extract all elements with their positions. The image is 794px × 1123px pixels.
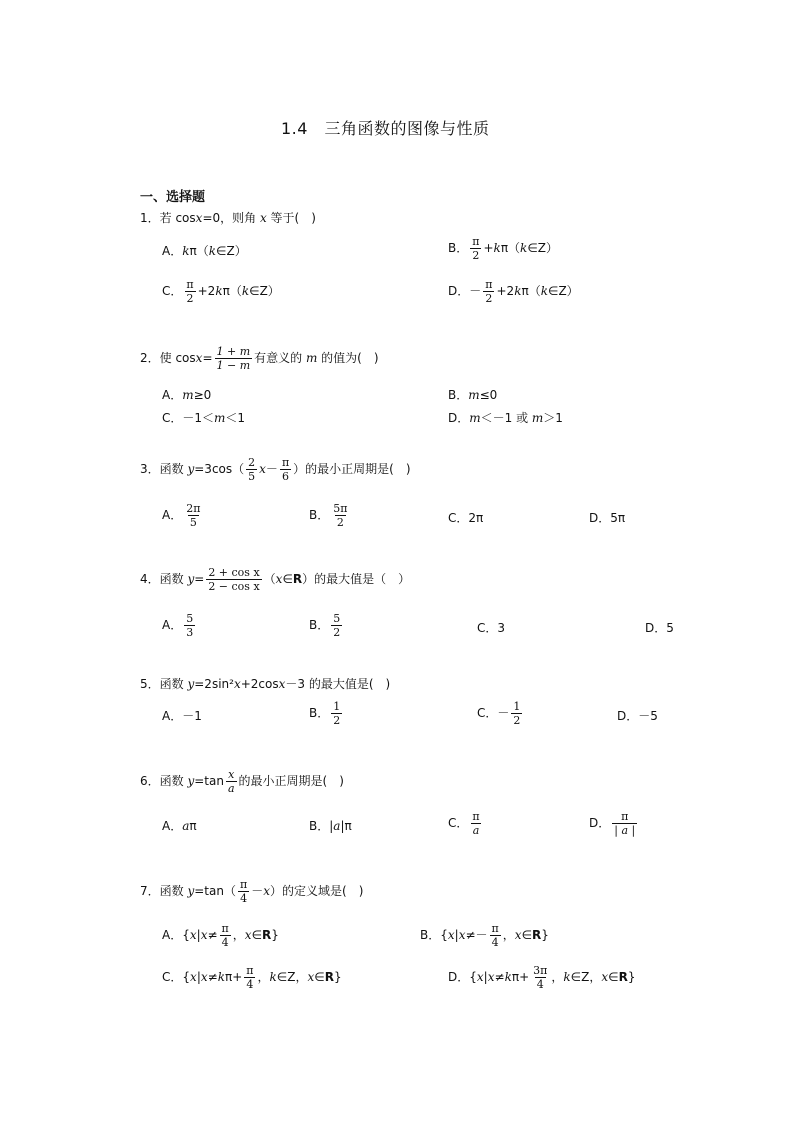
var-x: x [278, 677, 286, 691]
option-label: B． [309, 706, 330, 720]
option-text: ∈Z） [249, 284, 280, 298]
question-3-stem [140, 456, 411, 483]
question-number: 7． [140, 884, 160, 898]
stem-text: －3 的最大值是( ) [285, 677, 391, 691]
option-text: ∈Z） [527, 241, 559, 255]
option-text: ＞1 [543, 411, 563, 425]
stem-text: +2cos [240, 677, 279, 691]
fraction: $\frac{5}{2}$ [333, 612, 341, 639]
question-2-option-c[interactable] [162, 409, 245, 426]
stem-text: 函数 [159, 572, 188, 586]
fraction: $\frac{1}{2}$ [513, 700, 521, 727]
stem-text: － [251, 884, 264, 898]
var-k: k [241, 284, 250, 298]
option-label: D． [589, 816, 611, 830]
option-label: B． [309, 618, 330, 632]
stem-text: 等于( ) [266, 211, 316, 225]
stem-text: ）的最小正周期是( ) [293, 462, 411, 476]
question-7-option-b[interactable]: B．{x|x≠－ $\frac{\pi}{4}$ ，x∈R} [420, 922, 549, 949]
option-label: A． [162, 819, 183, 833]
option-label: A． [162, 618, 183, 632]
option-text: 5π [610, 511, 626, 525]
var-m: m [214, 411, 226, 425]
option-text: ≥0 [193, 388, 212, 402]
question-1-option-c[interactable] [162, 278, 280, 305]
option-label: D． [448, 284, 470, 298]
var-k: k [182, 244, 190, 258]
option-label: C． [162, 284, 183, 298]
var-k: k [520, 241, 528, 255]
fraction: $\frac{\text{2 + cos x}}{\text{2 − cos x}}$ [208, 566, 260, 593]
question-7-option-a[interactable]: A．{x|x≠ $\frac{\pi}{4}$ ，x∈R} [162, 922, 279, 949]
option-text: ≤0 [479, 388, 498, 402]
question-3-option-d[interactable] [589, 509, 625, 526]
option-text: π（ [521, 284, 541, 298]
option-label: C． [477, 621, 498, 635]
var-x: x [195, 211, 203, 225]
option-text: π（ [500, 241, 521, 255]
fraction: $\frac{5}{3}$ [186, 612, 194, 639]
option-label: A． [162, 709, 183, 723]
fraction: $\frac{\pi}{4}$ [239, 878, 248, 905]
question-7-option-d[interactable]: D．{x|x≠kπ+ $\frac{3\pi}{4}$ ，k∈Z，x∈R} [448, 964, 636, 991]
fraction: $\frac{\pi}{2}$ [186, 278, 194, 305]
question-number: 1． [140, 211, 160, 225]
section-heading: 一、选择题 [140, 190, 206, 205]
option-text: － [497, 706, 510, 720]
stem-text: 若 cos [159, 211, 196, 225]
var-y: y [187, 884, 195, 898]
option-text: － [469, 284, 482, 298]
question-5-option-c[interactable] [477, 700, 524, 727]
fraction: $\frac{1 + m}{1 - m}$ [216, 345, 251, 372]
stem-text: = [194, 572, 205, 586]
stem-text: =3cos（ [194, 462, 245, 476]
stem-text: ∈ [282, 572, 293, 586]
option-label: A． [162, 244, 183, 258]
option-label: C． [162, 970, 183, 984]
stem-text: 的最小正周期是( ) [238, 774, 344, 788]
stem-text: ）的定义域是( ) [270, 884, 364, 898]
question-3-option-a[interactable] [162, 502, 204, 529]
fraction: $\frac{\pi}{2}$ [485, 278, 493, 305]
question-1-option-b[interactable] [448, 235, 558, 262]
option-label: B． [420, 928, 441, 942]
stem-text: 有意义的 [254, 351, 306, 365]
stem-text: 使 cos [159, 351, 196, 365]
var-x: x [275, 572, 283, 586]
option-text: +2 [197, 284, 216, 298]
var-k: k [493, 241, 501, 255]
option-text: π（ [189, 244, 209, 258]
fraction: $\frac{\pi}{4}$ [491, 922, 499, 949]
question-4-option-a[interactable] [162, 612, 197, 639]
fraction: $\frac{\pi}{4}$ [246, 964, 254, 991]
option-text: ∈Z） [216, 244, 247, 258]
set-r: R [292, 572, 303, 586]
question-5-option-d[interactable] [617, 707, 658, 724]
question-6-option-d[interactable] [589, 810, 639, 837]
var-a: a [182, 819, 190, 833]
option-text: π [189, 819, 197, 833]
option-label: C． [448, 816, 469, 830]
var-m: m [182, 388, 194, 402]
var-y: y [187, 462, 195, 476]
question-7-option-c[interactable]: C．{x|x≠kπ+ $\frac{\pi}{4}$ ，k∈Z，x∈R} [162, 964, 342, 991]
question-4-option-c[interactable] [477, 619, 505, 636]
option-label: A． [162, 388, 183, 402]
option-label: C． [448, 511, 469, 525]
question-5-stem [140, 675, 390, 692]
question-6-option-c[interactable] [448, 810, 484, 837]
stem-text: 函数 [159, 884, 188, 898]
var-k: k [514, 284, 522, 298]
option-label: C． [162, 411, 183, 425]
stem-text: =tan [194, 774, 224, 788]
option-text: 5 [666, 621, 674, 635]
option-label: B． [309, 819, 330, 833]
stem-text: 函数 [159, 677, 188, 691]
option-text: 2π [468, 511, 484, 525]
question-6-option-b[interactable] [309, 817, 352, 834]
question-2-option-a[interactable] [162, 386, 211, 403]
fraction: $\frac{3\pi}{4}$ [533, 964, 548, 991]
stem-text: 函数 [159, 462, 188, 476]
option-text: π（ [222, 284, 242, 298]
question-1-option-d[interactable] [448, 278, 579, 305]
stem-text: 的值为( ) [317, 351, 379, 365]
option-text: | [329, 819, 334, 833]
option-text: －1 [182, 709, 202, 723]
option-text: ∈Z） [548, 284, 579, 298]
stem-text: ）的最大值是（ ） [302, 572, 411, 586]
question-4-option-d[interactable] [645, 619, 674, 636]
fraction: $\frac{2}{5}$ [248, 456, 256, 483]
option-text: ＜1 [225, 411, 246, 425]
var-x: x [263, 884, 271, 898]
option-label: A． [162, 928, 183, 942]
question-number: 3． [140, 462, 160, 476]
fraction: $\frac{2\pi}{5}$ [186, 502, 201, 529]
var-a: a [333, 819, 341, 833]
question-6-option-a[interactable] [162, 817, 197, 834]
page-title: 1.4 三角函数的图像与性质 [281, 119, 490, 138]
var-m: m [305, 351, 318, 365]
option-text: |π [340, 819, 352, 833]
option-label: D． [589, 511, 611, 525]
var-x: x [259, 462, 266, 476]
var-k: k [208, 244, 217, 258]
var-k: k [215, 284, 223, 298]
question-1-stem [140, 209, 316, 226]
stem-text: = [202, 351, 213, 365]
question-3-option-b[interactable] [309, 502, 351, 529]
fraction: $\frac{\pi}{a}$ [472, 810, 480, 837]
var-y: y [187, 774, 195, 788]
stem-text: － [265, 462, 278, 476]
var-m: m [468, 388, 480, 402]
option-label: D． [617, 709, 639, 723]
stem-text: 函数 [159, 774, 188, 788]
question-7-stem [140, 878, 363, 905]
question-1-option-a[interactable] [162, 242, 247, 259]
question-4-stem [140, 566, 410, 593]
option-text: + [483, 241, 494, 255]
var-k: k [540, 284, 548, 298]
var-x: x [233, 677, 241, 691]
var-y: y [187, 677, 195, 691]
fraction: $\frac{5\pi}{2}$ [333, 502, 348, 529]
var-m: m [469, 411, 481, 425]
option-label: D． [645, 621, 667, 635]
fraction: $\frac{\pi}{2}$ [472, 235, 480, 262]
question-number: 4． [140, 572, 160, 586]
option-label: D． [448, 411, 470, 425]
fraction: $\frac{\pi}{6}$ [281, 456, 290, 483]
question-2-stem [140, 345, 379, 372]
fraction: $\frac{\pi}{| a |}$ [614, 810, 636, 837]
question-4-option-b[interactable] [309, 612, 344, 639]
stem-text: =0，则角 [202, 211, 260, 225]
question-5-option-a[interactable] [162, 707, 202, 724]
option-label: B． [448, 388, 469, 402]
option-text: ＜－1 或 [480, 411, 532, 425]
question-2-option-b[interactable] [448, 386, 497, 403]
stem-text: =2sin² [194, 677, 234, 691]
stem-text: =tan（ [194, 884, 236, 898]
stem-text: （ [263, 572, 276, 586]
option-text: 3 [497, 621, 506, 635]
question-3-option-c[interactable] [448, 509, 483, 526]
question-number: 6． [140, 774, 160, 788]
option-label: B． [309, 508, 330, 522]
fraction: $\frac{x}{a}$ [227, 768, 235, 795]
option-text: +2 [496, 284, 515, 298]
option-text: －5 [638, 709, 658, 723]
question-5-option-b[interactable] [309, 700, 344, 727]
question-number: 5． [140, 677, 160, 691]
fraction: $\frac{\pi}{4}$ [221, 922, 229, 949]
var-y: y [187, 572, 195, 586]
var-x: x [259, 211, 267, 225]
option-label: D． [448, 970, 470, 984]
var-x: x [195, 351, 203, 365]
question-2-option-d[interactable] [448, 409, 563, 426]
var-m: m [531, 411, 544, 425]
option-label: B． [448, 241, 469, 255]
question-number: 2． [140, 351, 160, 365]
option-label: C． [477, 706, 498, 720]
option-text: －1＜ [182, 411, 215, 425]
option-label: A． [162, 508, 183, 522]
question-6-stem [140, 768, 344, 795]
fraction: $\frac{1}{2}$ [333, 700, 341, 727]
